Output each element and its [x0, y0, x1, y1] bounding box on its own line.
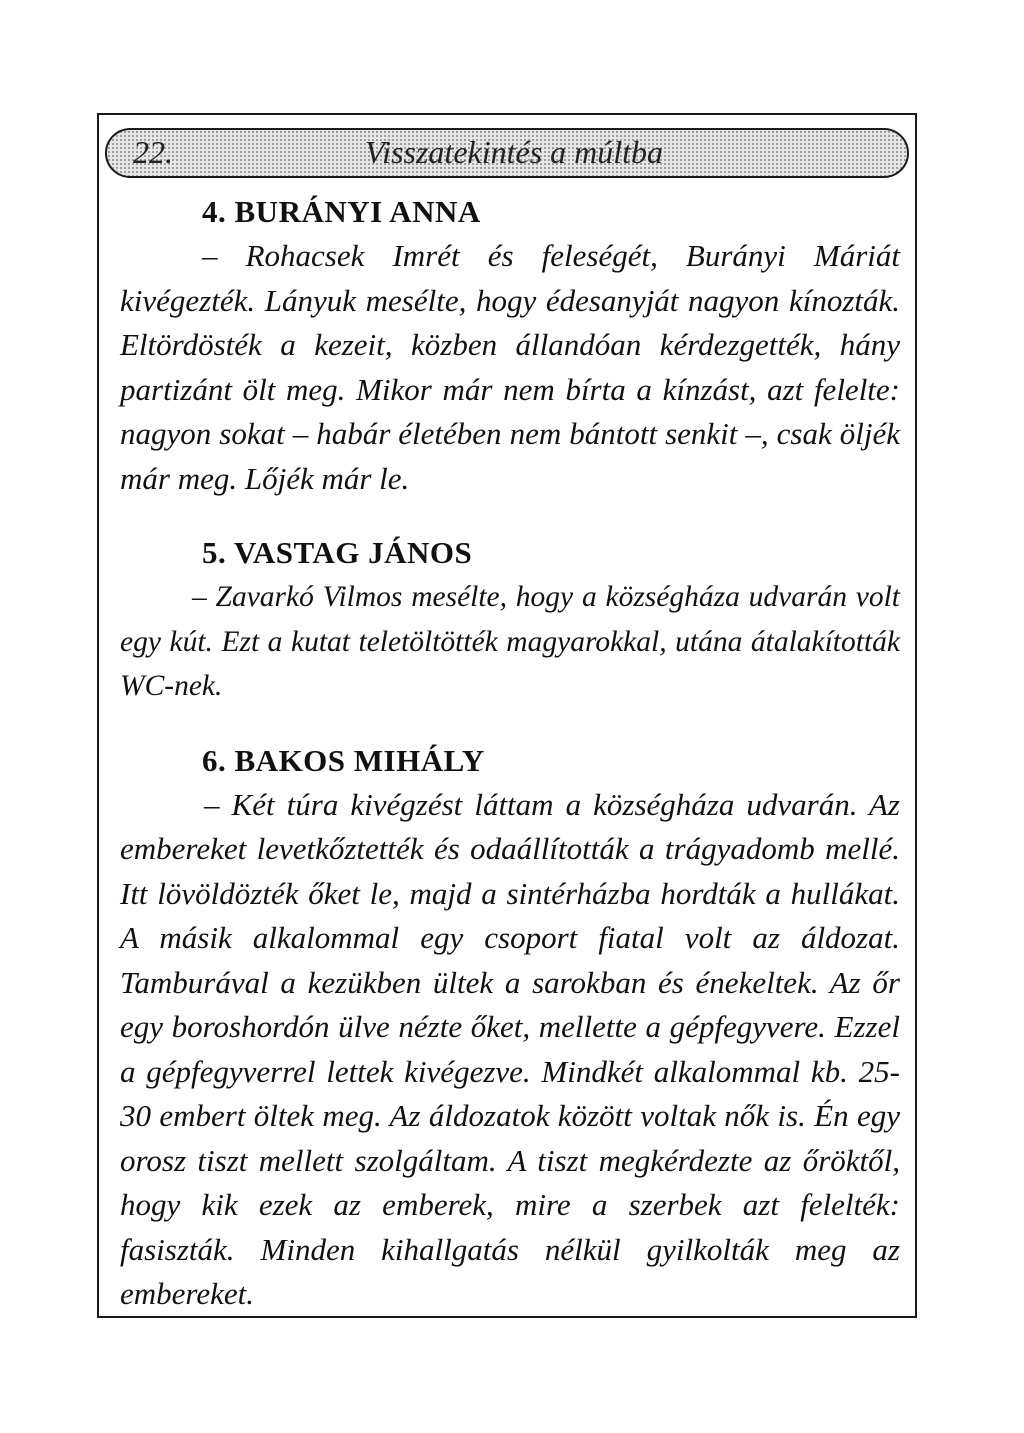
- chapter-number: 22.: [133, 134, 173, 170]
- section-heading: 5. VASTAG JÁNOS: [202, 535, 473, 570]
- section-text: – Zavarkó Vilmos mesélte, hogy a községháza udvarán volt egy kút. Ezt a kutat teletöltötték magyarokkal, utána átalakították WC-nek.: [120, 581, 900, 702]
- section-text: – Rohacsek Imrét és feleségét, Burányi Máriát kivégezték. Lányuk mesélte, hogy édesanyját nagyon kínozták. Eltördösték a kezeit, közben állandóan kérdezgették, hány partizánt ölt meg. Mikor már nem bírta a kínzást, azt felelte: nagyon sokat – habár életében nem bántott senkit –, csak öljék már meg. Lőjék már le.: [120, 238, 900, 496]
- section-heading: 4. BURÁNYI ANNA: [202, 194, 481, 229]
- section-heading: 6. BAKOS MIHÁLY: [202, 742, 485, 778]
- testimony-section: [120, 531, 900, 709]
- document-body: [120, 190, 900, 1347]
- chapter-header-banner: [105, 128, 909, 178]
- chapter-title: Visszatekintés a múltba: [365, 134, 664, 170]
- testimony-section: [120, 739, 900, 1317]
- testimony-section: [120, 190, 900, 501]
- section-text: – Két túra kivégzést láttam a községháza udvarán. Az embereket levetkőztették és odaállították a trágyadomb mellé. Itt lövöldözték őket le, majd a sintérházba hordták a hullákat. A másik alkalommal egy csoport fiatal volt az áldozat. Tamburával a kezükben ültek a sarokban és énekeltek. Az őr egy boroshordón ülve nézte őket, mellette a gépfegyvere. Ezzel a gépfegyverrel lettek kivégezve. Mindkét alkalommal kb. 25-30 embert öltek meg. Az áldozatok között voltak nők is. Én egy orosz tiszt mellett szolgáltam. A tiszt megkérdezte az őröktől, hogy kik ezek az emberek, mire a szerbek azt felelték: fasiszták. Minden kihallgatás nélkül gyilkolták meg az embereket.: [120, 786, 900, 1311]
